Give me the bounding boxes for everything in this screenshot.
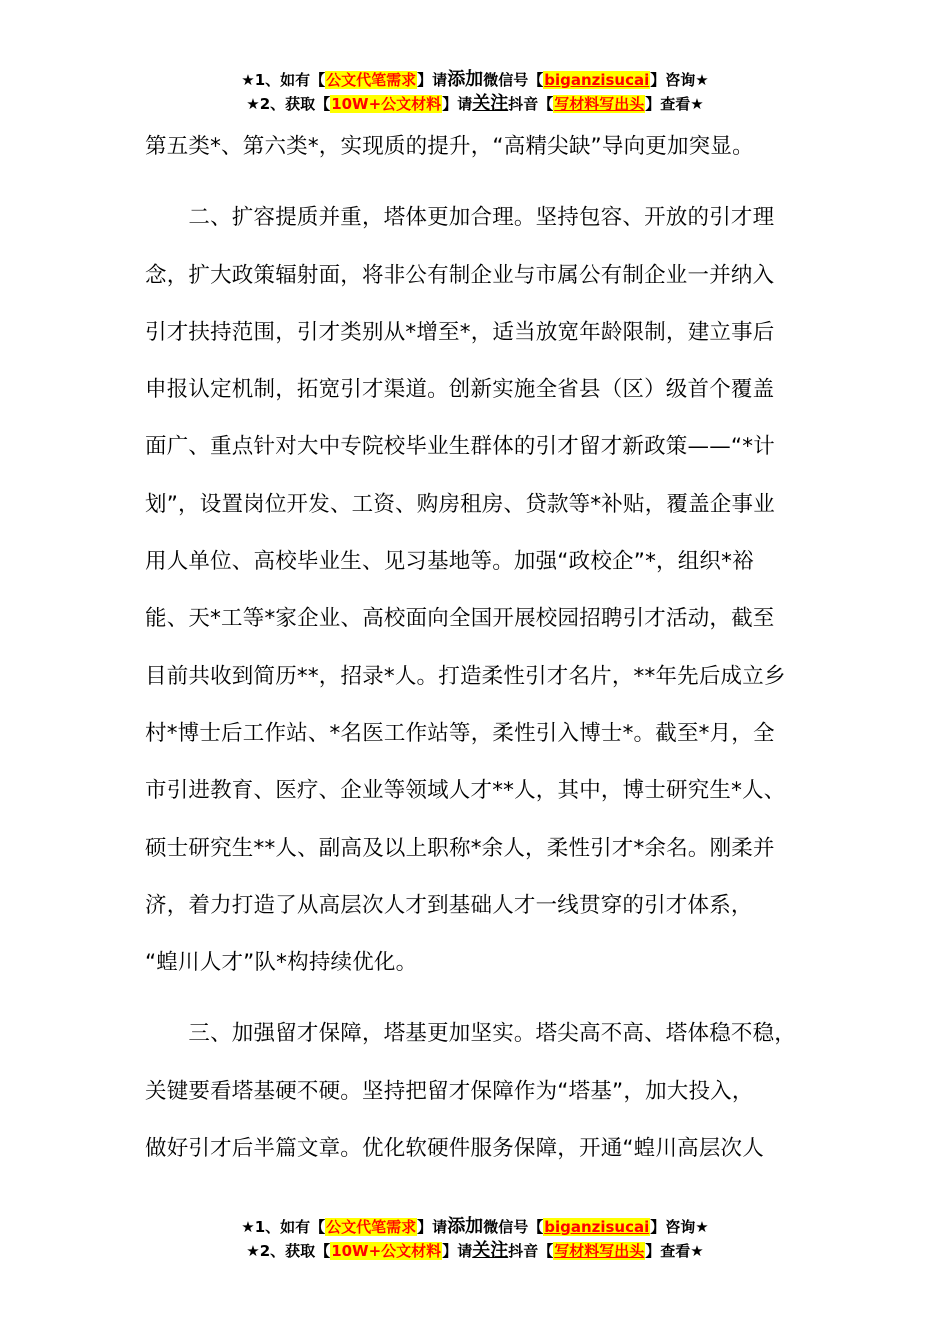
body-line: 划”，设置岗位开发、工资、购房租房、贷款等*补贴，覆盖企事业: [145, 491, 775, 517]
body-line: 用人单位、高校毕业生、见习基地等。加强“政校企”*，组织*裕: [145, 549, 754, 575]
banner-emphasis: 添加: [447, 69, 484, 90]
star-icon: ★: [241, 1218, 255, 1236]
body-line: 引才扶持范围，引才类别从*增至*，适当放宽年龄限制，建立事后: [145, 319, 775, 345]
document-body: [145, 118, 835, 1177]
body-line: 做好引才后半篇文章。优化软硬件服务保障，开通“蝗川高层次人: [145, 1136, 764, 1162]
banner-text: 】咨询★: [650, 1218, 709, 1236]
body-line: 第五类*、第六类*，实现质的提升，“高精尖缺”导向更加突显。: [145, 134, 754, 159]
douyin-account-link[interactable]: 写材料写出头: [554, 1242, 645, 1260]
service-highlight: 公文代笔需求: [326, 71, 417, 89]
footer-banner: [0, 1215, 950, 1263]
body-line: 二、扩容提质并重，塔体更加合理。坚持包容、开放的引才理: [145, 205, 775, 231]
banner-text: 】请: [417, 71, 448, 89]
star-icon: ★: [241, 71, 255, 89]
body-line: 目前共收到简历**，招录*人。打造柔性引才名片，**年先后成立乡: [145, 663, 786, 689]
body-line: 关键要看塔基硬不硬。坚持把留才保障作为“塔基”，加大投入，: [145, 1078, 754, 1104]
banner-text: 1、如有【: [254, 1218, 326, 1236]
banner-emphasis: 关注: [472, 93, 509, 114]
service-highlight: 公文代笔需求: [326, 1218, 417, 1236]
banner-text: 】请: [417, 1218, 448, 1236]
header-banner: [0, 68, 950, 116]
body-line: 念，扩大政策辐射面，将非公有制企业与市属公有制企业一并纳入: [145, 262, 775, 288]
header-line-2: [0, 92, 950, 116]
banner-text: 微信号【: [483, 71, 544, 89]
materials-highlight: 10W+公文材料: [331, 95, 442, 113]
body-line: 市引进教育、医疗、企业等领域人才**人，其中，博士研究生*人、: [145, 778, 786, 804]
banner-text: 1、如有【: [254, 71, 326, 89]
banner-text: 】查看★: [645, 1242, 704, 1260]
header-line-1: [0, 68, 950, 92]
banner-text: 】请: [442, 1242, 473, 1260]
banner-text: 微信号【: [483, 1218, 544, 1236]
banner-text: 抖音【: [508, 1242, 554, 1260]
materials-highlight: 10W+公文材料: [331, 1242, 442, 1260]
paragraph-gap: [145, 175, 835, 189]
wechat-id-link[interactable]: biganzisucai: [544, 1218, 650, 1236]
body-line: 申报认定机制，拓宽引才渠道。创新实施全省县（区）级首个覆盖: [145, 377, 775, 403]
star-icon: ★: [246, 95, 260, 113]
body-line: 能、天*工等*家企业、高校面向全国开展校园招聘引才活动，截至: [145, 606, 775, 632]
body-line: 村*博士后工作站、*名医工作站等，柔性引入博士*。截至*月，全: [145, 720, 775, 746]
body-line: 面广、重点针对大中专院校毕业生群体的引才留才新政策——“*计: [145, 434, 775, 460]
banner-text: 2、获取【: [259, 1242, 331, 1260]
footer-line-2: [0, 1239, 950, 1263]
banner-emphasis: 添加: [447, 1216, 484, 1237]
body-line: 三、加强留才保障，塔基更加坚实。塔尖高不高、塔体稳不稳，: [145, 1021, 797, 1047]
banner-text: 】请: [442, 95, 473, 113]
footer-line-1: [0, 1215, 950, 1239]
body-line: 济，着力打造了从高层次人才到基础人才一线贯穿的引才体系，: [145, 892, 753, 918]
banner-text: 】查看★: [645, 95, 704, 113]
body-line: “蝗川人才”队*构持续优化。: [145, 950, 418, 976]
wechat-id-link[interactable]: biganzisucai: [544, 71, 650, 89]
banner-text: 】咨询★: [650, 71, 709, 89]
banner-text: 抖音【: [508, 95, 554, 113]
paragraph-gap: [145, 991, 835, 1005]
banner-text: 2、获取【: [259, 95, 331, 113]
banner-emphasis: 关注: [472, 1240, 509, 1261]
body-line: 硕士研究生**人、副高及以上职称*余人，柔性引才*余名。刚柔并: [145, 835, 775, 861]
star-icon: ★: [246, 1242, 260, 1260]
douyin-account-link[interactable]: 写材料写出头: [554, 95, 645, 113]
